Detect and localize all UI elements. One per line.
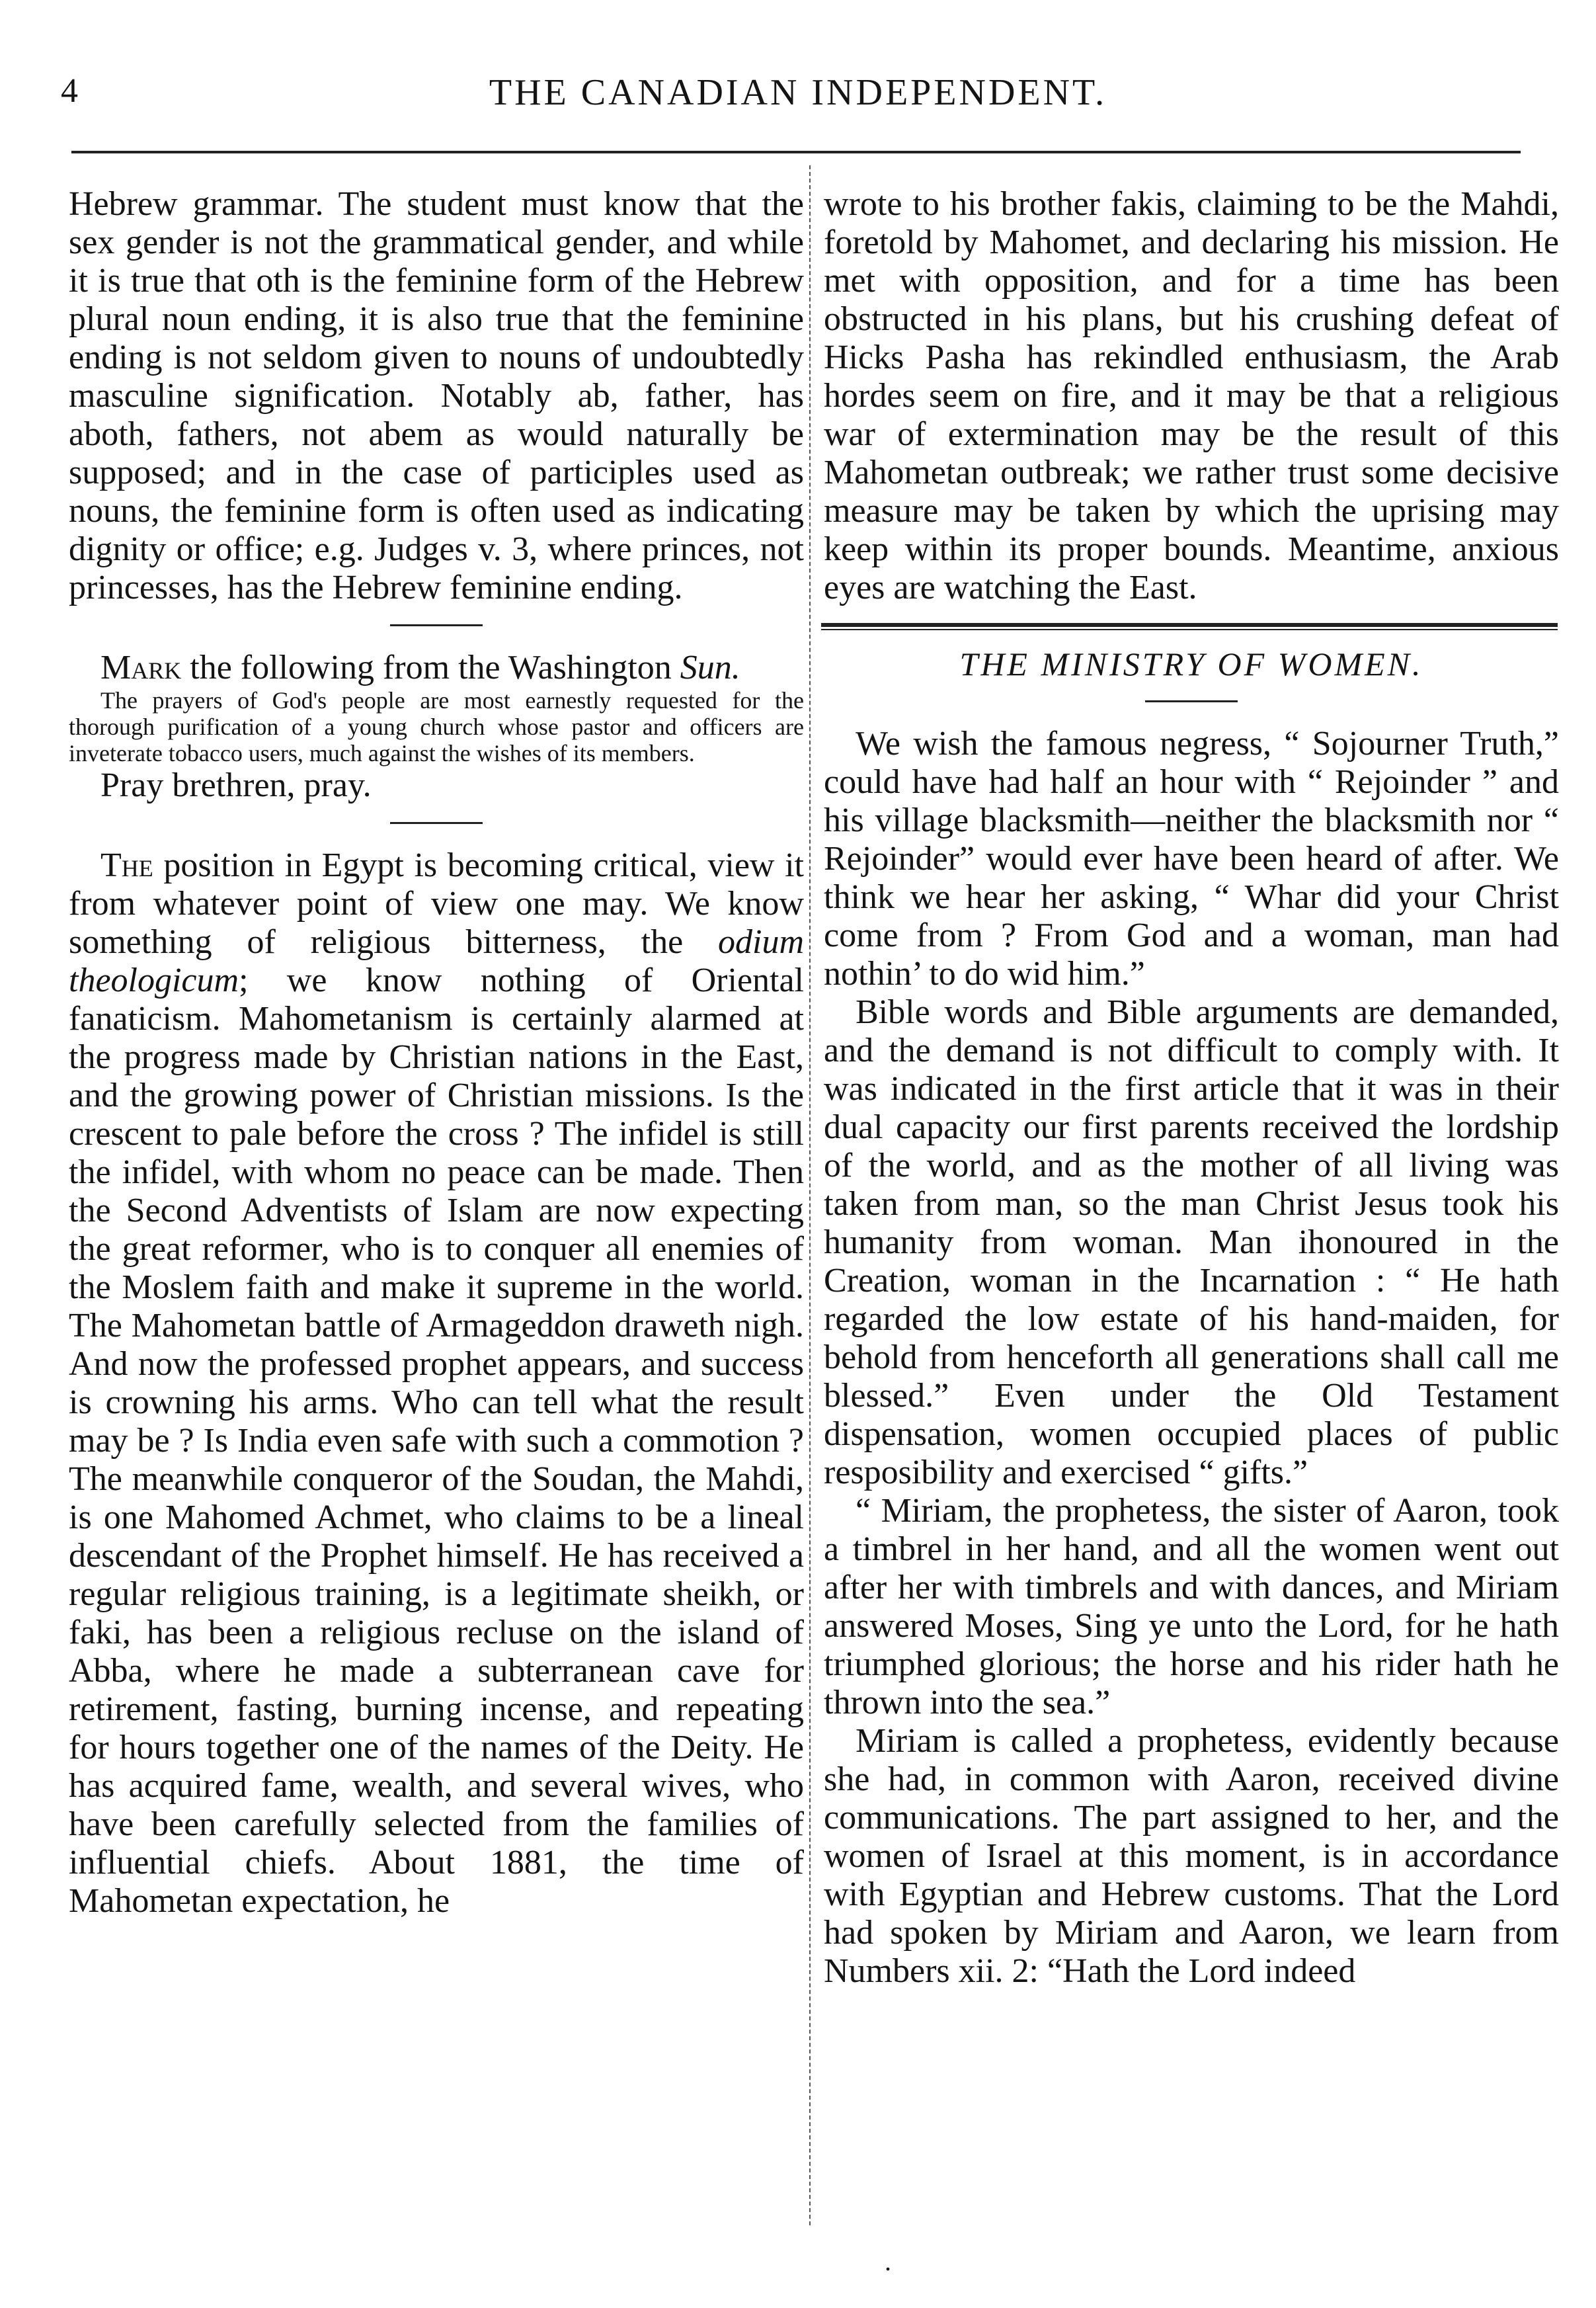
section-rule	[390, 624, 483, 626]
lead-word: The	[100, 846, 153, 884]
pray-line: Pray brethren, pray.	[100, 766, 372, 804]
newspaper-name: Sun.	[680, 649, 740, 686]
column-divider	[809, 165, 811, 2225]
running-head-title: THE CANADIAN INDEPENDENT.	[489, 72, 1107, 113]
lead-word: Mark	[100, 649, 182, 686]
footer-mark: .	[885, 2246, 891, 2276]
quoted-notice: The prayers of God's people are most earnestly requested for the thorough purification of a young church whose pastor and officers are inveterate tobacco users, much against the wishes of its members.	[69, 687, 804, 766]
bible-arguments-paragraph: Bible words and Bible arguments are demanded, and the demand is not difficult to comply with. It was indicated in the first article that it was in their dual capacity our first parents received the lordship of the world, and as the mother of all living was taken from man, so the man Christ Jesus took his humanity from woman. Man ihonoured in the Creation, woman in the Incarnation : “ He hath regarded the low estate of his hand-maiden, for behold from henceforth all generations shall call me blessed.” Even under the Old Testament dispensation, women occupied places of public resposibility and exercised “ gifts.”	[824, 993, 1559, 1491]
mahdi-continuation: wrote to his brother fakis, claiming to be the Mahdi, foretold by Mahomet, and declaring his mission. He met with opposition, and for a time has been obstructed in his plans, but his crushing defeat of Hicks Pasha has rekindled enthusiasm, the Arab hordes seem on fire, and it may be that a religious war of extermination may be the result of this Mahometan outbreak; we rather trust some decisive measure may be taken by which the uprising may keep within its proper bounds. Meantime, anxious eyes are watching the East.	[824, 185, 1559, 606]
header-rule	[71, 151, 1521, 153]
miriam-quote-paragraph: “ Miriam, the prophetess, the sister of Aaron, took a timbrel in her hand, and all the women went out after her with timbrels and with dances, and Miriam answered Moses, Sing ye unto the Lord, for he hath triumphed glorious; the horse and his rider hath he thrown into the sea.”	[824, 1492, 1559, 1721]
intro-text: the following from the Washington	[181, 649, 680, 686]
section-rule	[390, 822, 483, 824]
sojourner-paragraph: We wish the famous negress, “ Sojourner Truth,” could have had half an hour with “ Rejoinder ” and his village blacksmith—neither the blacksmith nor “ Rejoinder” would ever have been heard of after. We think we hear her asking, “ Whar did your Christ come from ? From God and a woman, man had nothin’ to do wid him.”	[824, 725, 1559, 993]
latin-phrase: odium theologicum	[69, 923, 804, 999]
washington-sun-intro	[69, 649, 804, 687]
article-separator	[821, 623, 1558, 630]
grammar-paragraph: Hebrew grammar. The student must know that the sex gender is not the grammatical gender, and while it is true that oth is the feminine form of the Hebrew plural noun ending, it is also true that the feminine ending is not seldom given to nouns of undoubtedly masculine signification. Notably ab, father, has aboth, fathers, not abem as would naturally be supposed; and in the case of participles used as nouns, the feminine form is often used as indicating dignity or office; e.g. Judges v. 3, where princes, not princesses, has the Hebrew feminine ending.	[69, 185, 804, 606]
right-column	[824, 185, 1559, 1991]
title-rule	[1145, 700, 1238, 702]
egypt-text-b: ; we know nothing of Oriental fanaticism. Mahometanism is certainly alarmed at the progress made by Christian nations in the East, and the growing power of Christian missions. Is the crescent to pale before the cross ? The infidel is still the infidel, with whom no peace can be made. Then the Second Adventists of Islam are now expecting the great reformer, who is to conquer all enemies of the Moslem faith and make it supreme in the world. The Mahometan battle of Armageddon draweth nigh. And now the professed prophet appears, and success is crowning his arms. Who can tell what the result may be ? Is India even safe with such a commotion ? The meanwhile conqueror of the Soudan, the Mahdi, is one Mahomed Achmet, who claims to be a lineal descendant of the Prophet himself. He has received a regular religious training, is a legitimate sheikh, or faki, has been a religious recluse on the island of Abba, where he made a subterranean cave for retirement, fasting, burning incense, and repeating for hours together one of the names of the Deity. He has acquired fame, wealth, and several wives, who have been carefully selected from the families of influential chiefs. About 1881, the time of Mahometan expectation, he	[69, 962, 804, 1920]
left-column	[69, 185, 804, 1920]
egypt-text-a: position in Egypt is becoming critical, view it from whatever point of view one may. We know something of religious bitterness, the	[69, 846, 804, 961]
article-title: THE MINISTRY OF WOMEN.	[959, 645, 1423, 682]
miriam-prophetess-paragraph: Miriam is called a prophetess, evidently because she had, in common with Aaron, received divine communications. The part assigned to her, and the women of Israel at this moment, is in accordance with Egyptian and Hebrew customs. That the Lord had spoken by Miriam and Aaron, we learn from Numbers xii. 2: “Hath the Lord indeed	[824, 1722, 1559, 1990]
egypt-paragraph	[69, 846, 804, 1920]
page-number: 4	[61, 72, 78, 110]
